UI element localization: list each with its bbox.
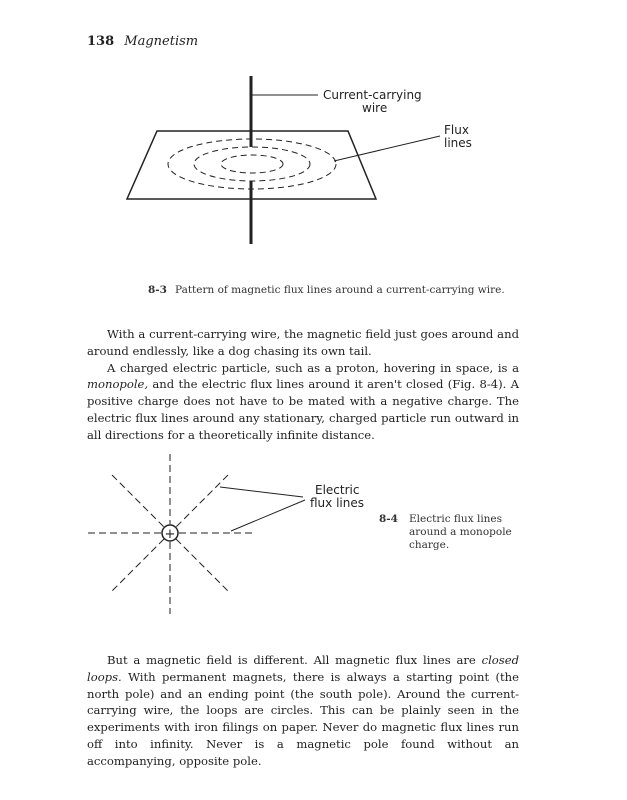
caption-text: Electric flux lines around a monopole charge. [409, 513, 512, 551]
charge-plus-sign: + [164, 527, 176, 542]
paragraph: With a current-carrying wire, the magnetic field just goes around and around endlessly, like a dog chasing its own tail. [87, 327, 519, 358]
paragraph [87, 652, 519, 770]
italic-term: closed loops. [87, 653, 519, 684]
flux-line-lower-right [176, 539, 228, 591]
flux-loop-middle [194, 147, 310, 181]
figure-8-4-caption [379, 513, 519, 552]
caption-text: Pattern of magnetic flux lines around a current-carrying wire. [174, 284, 505, 296]
page-number: 138 [87, 34, 115, 49]
flux-line-upper-left [112, 475, 164, 527]
flux-leader-line [334, 136, 440, 161]
text-run: and the electric flux lines around it aren't closed (Fig. 8-4). A positive charge does not have to be mated with a negative charge. The electric flux lines around any stationary, charged particle run outward in all directions for a theoretically infinite distance. [87, 377, 519, 442]
label-flux: Flux [444, 123, 469, 137]
text-run: But a magnetic field is different. All magnetic flux lines are [107, 653, 482, 667]
flux-loop-inner [221, 155, 283, 173]
body-text-block-1 [87, 326, 519, 444]
label-wire: wire [362, 101, 388, 115]
electric-leader-2 [231, 500, 305, 531]
paragraph [87, 360, 519, 444]
label-flux-lines: flux lines [310, 496, 364, 510]
figure-8-3-caption [148, 284, 505, 297]
caption-number: 8-4 [379, 513, 398, 525]
label-lines: lines [444, 136, 472, 150]
text-run: With permanent magnets, there is always a starting point (the north pole) and an ending point (the south pole). Around the current-carrying wire, the loops are circles. This can be plainly seen in the experiments with iron filings on paper. Never do magnetic flux lines run off into infinity. Never is a magnetic pole found without an accompanying, opposite pole. [87, 669, 519, 768]
figure-8-4 [88, 454, 364, 614]
chapter-title: Magnetism [124, 34, 199, 49]
electric-leader-1 [220, 487, 303, 497]
label-electric: Electric [315, 483, 360, 497]
flux-line-upper-right [176, 475, 228, 527]
label-current-carrying: Current-carrying [323, 88, 422, 102]
text-run: A charged electric particle, such as a proton, hovering in space, is a [107, 360, 519, 375]
flux-line-lower-left [112, 539, 164, 591]
body-text-block-2 [87, 652, 519, 770]
caption-number: 8-3 [148, 284, 167, 296]
italic-term: monopole, [87, 377, 149, 392]
figure-8-3 [127, 76, 472, 244]
